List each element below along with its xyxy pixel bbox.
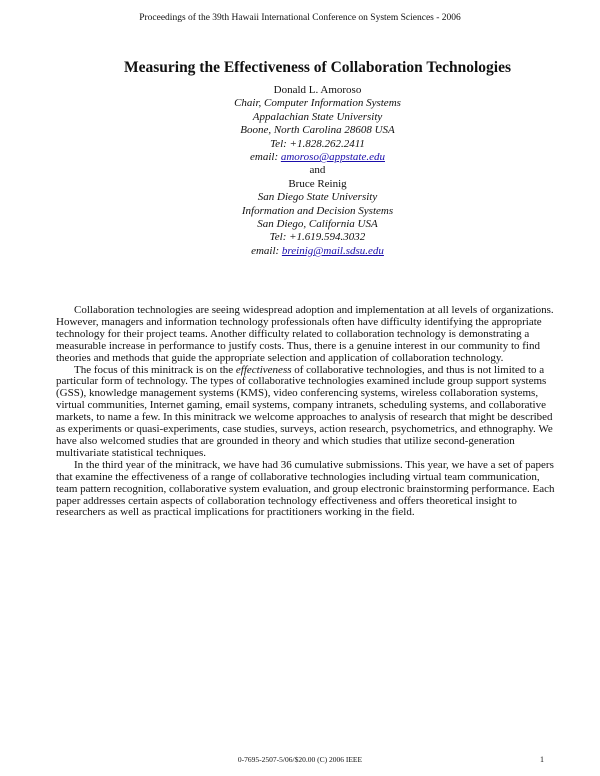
paragraph-1: Collaboration technologies are seeing widespread adoption and implementation at all levels of organizations. However, managers and information technology professionals often have difficulty identifying the appropriate technology for their project teams. Another difficulty related to collaboration technology is demonstrating a measurable increase in performance to justify costs. Thus, there is a genuine interest in our community to find theories and methods that guide the appropriate selection and application of collaboration technology. [56, 304, 554, 364]
paragraph-2-post: of collaborative technologies, and thus is not limited to a particular form of technology. The types of collaborative technologies examined include group support systems (GSS), knowledge management systems (KMS), video conferencing systems, wireless collaboration systems, virtual communities, Internet gaming, email systems, company intranets, scheduling systems, and collaborative markets, to name a few. In this minitrack we welcome approaches to analysis of research that might be described as experiments or quasi-experiments, case studies, surveys, action research, psychometrics, and ethnography. We have also welcomed studies that are grounded in theory and which studies that utilize second-generation multivariate statistical techniques. [56, 363, 553, 459]
author1-title: Chair, Computer Information Systems [234, 97, 401, 110]
author2-tel: Tel: +1.619.594.3032 [269, 231, 366, 244]
author1-university: Appalachian State University [252, 110, 383, 123]
author1-email-link[interactable]: amoroso@appstate.edu [280, 151, 385, 164]
paragraph-2-emphasis: effectiveness [235, 363, 292, 376]
author2-email-line [60, 245, 575, 258]
author1-email-line [60, 151, 575, 164]
paragraph-2 [56, 365, 556, 460]
author1-tel: Tel: +1.828.262.2411 [270, 137, 365, 150]
author-block [60, 84, 575, 258]
paper-title: Measuring the Effectiveness of Collaboration Technologies [123, 59, 512, 76]
author2-dept: Information and Decision Systems [241, 204, 394, 217]
author2-email-label: email: [251, 244, 282, 257]
body-text [56, 305, 556, 519]
footer-copyright: 0-7695-2507-5/06/$20.00 (C) 2006 IEEE [237, 755, 363, 764]
author1-email-label: email: [250, 151, 281, 164]
running-header: Proceedings of the 39th Hawaii International Conference on System Sciences - 2006 [139, 13, 461, 23]
paragraph-3: In the third year of the minitrack, we have had 36 cumulative submissions. This year, we have a set of papers that examine the effectiveness of a range of collaborative technologies including virtual team communication, team pattern recognition, collaborative system evaluation, and group electronic brainstorming performance. Each paper addresses certain aspects of collaboration technology effectiveness and offers theoretical insight to researchers as well as practical implications for practitioners working in the field. [56, 458, 555, 519]
author2-university: San Diego State University [257, 191, 378, 204]
author-separator: and [309, 164, 326, 177]
author1-location: Boone, North Carolina 28608 USA [240, 124, 395, 137]
author2-location: San Diego, California USA [257, 218, 378, 231]
author1-name: Donald L. Amoroso [273, 84, 362, 96]
author2-name: Bruce Reinig [288, 177, 347, 190]
page-number: 1 [540, 755, 544, 764]
paragraph-2-pre: The focus of this minitrack is on the [74, 363, 236, 376]
author2-email-link[interactable]: breinig@mail.sdsu.edu [281, 244, 384, 257]
